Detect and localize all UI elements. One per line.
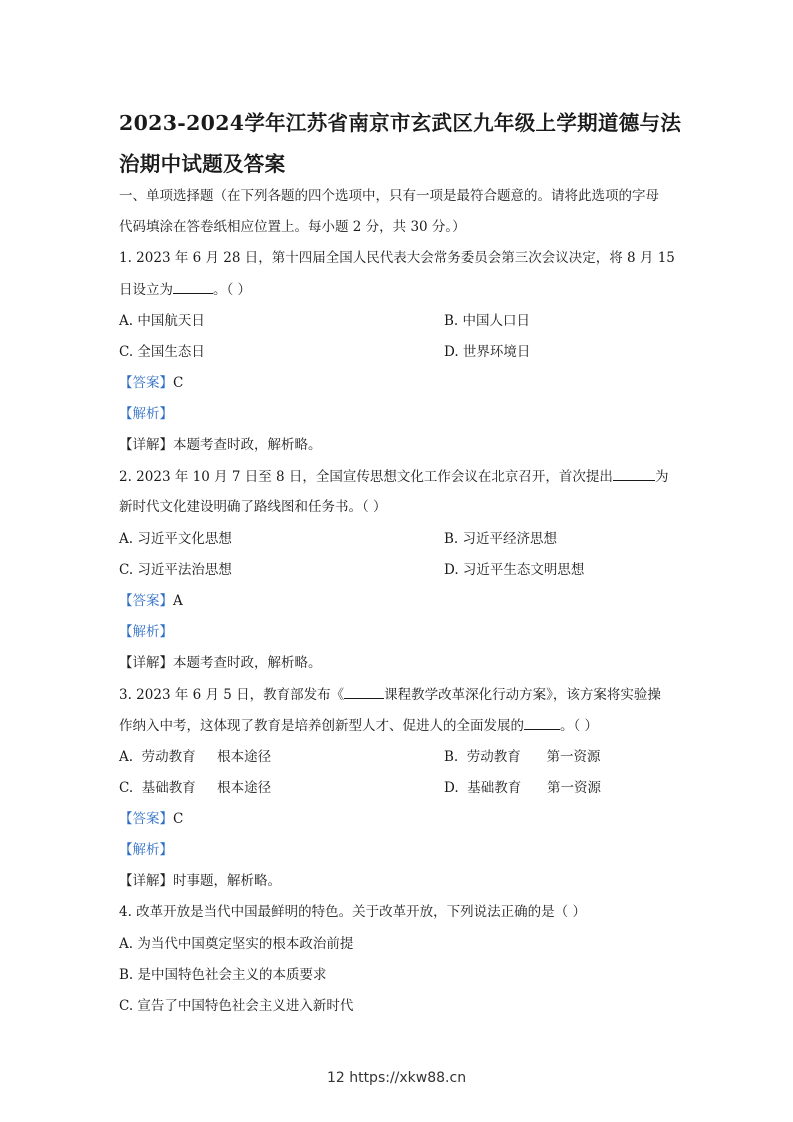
q1-option-c: C. 全国生态日	[119, 344, 205, 360]
q3-stem-line2	[119, 715, 598, 736]
q2-detail	[119, 653, 322, 673]
answer-blank	[344, 684, 384, 699]
q3-stem-text2: 作纳入中考，这体现了教育是培养创新型人才、促进人的全面发展的	[119, 718, 524, 734]
analysis-tag: 【解析】	[119, 842, 173, 858]
q3-stem-tail: 课程教学改革深化行动方案》，该方案将实验操	[384, 687, 661, 703]
analysis-tag: 【解析】	[119, 624, 173, 640]
q3-option-b: B. 劳动教育 第一资源	[444, 749, 601, 765]
q2-option-d: D. 习近平生态文明思想	[444, 562, 585, 578]
q1-stem-text: 日设立为	[119, 282, 173, 298]
q1-stem-line2	[119, 279, 251, 300]
detail-text: 本题考查时政，解析略。	[173, 437, 322, 453]
detail-tag: 【详解】	[119, 873, 173, 889]
q3-analysis	[119, 840, 173, 860]
q3-detail	[119, 871, 281, 891]
q2-answer	[119, 591, 183, 611]
q1-stem-line1: 1. 2023 年 6 月 28 日，第十四届全国人民代表大会常务委员会第三次会议决定，将 8 月 15	[119, 250, 675, 266]
analysis-tag: 【解析】	[119, 406, 173, 422]
q3-stem-paren: 。（ ）	[560, 718, 599, 734]
q3-option-a: A. 劳动教育 根本途径	[119, 749, 272, 765]
q1-option-b: B. 中国人口日	[444, 313, 531, 329]
q1-answer	[119, 373, 183, 393]
q2-analysis	[119, 622, 173, 642]
q3-option-d: D. 基础教育 第一资源	[444, 780, 601, 796]
q4-option-b: B. 是中国特色社会主义的本质要求	[119, 967, 327, 983]
answer-blank	[173, 279, 213, 294]
q2-option-b: B. 习近平经济思想	[444, 531, 558, 547]
answer-value: C	[173, 811, 184, 827]
q2-stem-line1	[119, 466, 668, 487]
answer-value: C	[173, 375, 184, 391]
q2-stem-text: 2. 2023 年 10 月 7 日至 8 日，全国宣传思想文化工作会议在北京召开，首次提出	[119, 469, 613, 485]
q4-option-c: C. 宣告了中国特色社会主义进入新时代	[119, 998, 354, 1014]
answer-blank	[613, 466, 655, 481]
q2-stem-tail: 为	[654, 469, 669, 485]
q3-option-c: C. 基础教育 根本途径	[119, 780, 272, 796]
q3-stem-text: 3. 2023 年 6 月 5 日，教育部发布《	[119, 687, 345, 703]
q2-option-a: A. 习近平文化思想	[119, 531, 232, 547]
detail-tag: 【详解】	[119, 655, 173, 671]
q2-option-c: C. 习近平法治思想	[119, 562, 232, 578]
answer-tag: 【答案】	[119, 375, 173, 391]
answer-tag: 【答案】	[119, 811, 173, 827]
q4-option-a: A. 为当代中国奠定坚实的根本政治前提	[119, 936, 354, 952]
q1-option-a: A. 中国航天日	[119, 313, 205, 329]
q1-detail	[119, 435, 322, 455]
doc-title-line2: 治期中试题及答案	[119, 152, 286, 176]
detail-text: 本题考查时政，解析略。	[173, 655, 322, 671]
q1-option-d: D. 世界环境日	[444, 344, 531, 360]
q3-stem-line1	[119, 684, 661, 705]
answer-value: A	[173, 593, 183, 609]
doc-title-line1: 2023-2024学年江苏省南京市玄武区九年级上学期道德与法	[119, 111, 682, 135]
answer-blank	[524, 715, 560, 730]
answer-tag: 【答案】	[119, 593, 173, 609]
q3-answer	[119, 809, 183, 829]
section-instructions-line2: 代码填涂在答卷纸相应位置上。每小题 2 分，共 30 分。）	[119, 219, 466, 235]
detail-text: 时事题，解析略。	[173, 873, 281, 889]
detail-tag: 【详解】	[119, 437, 173, 453]
q1-analysis	[119, 404, 173, 424]
q4-stem-line1: 4. 改革开放是当代中国最鲜明的特色。关于改革开放，下列说法正确的是（ ）	[119, 904, 586, 920]
section-instructions-line1: 一、单项选择题（在下列各题的四个选项中，只有一项是最符合题意的。请将此选项的字母	[119, 188, 659, 204]
q2-stem-line2: 新时代文化建设明确了路线图和任务书。（ ）	[119, 499, 387, 515]
page-footer: 12 https://xkw88.cn	[326, 1070, 467, 1086]
q1-stem-paren: 。（ ）	[213, 282, 252, 298]
